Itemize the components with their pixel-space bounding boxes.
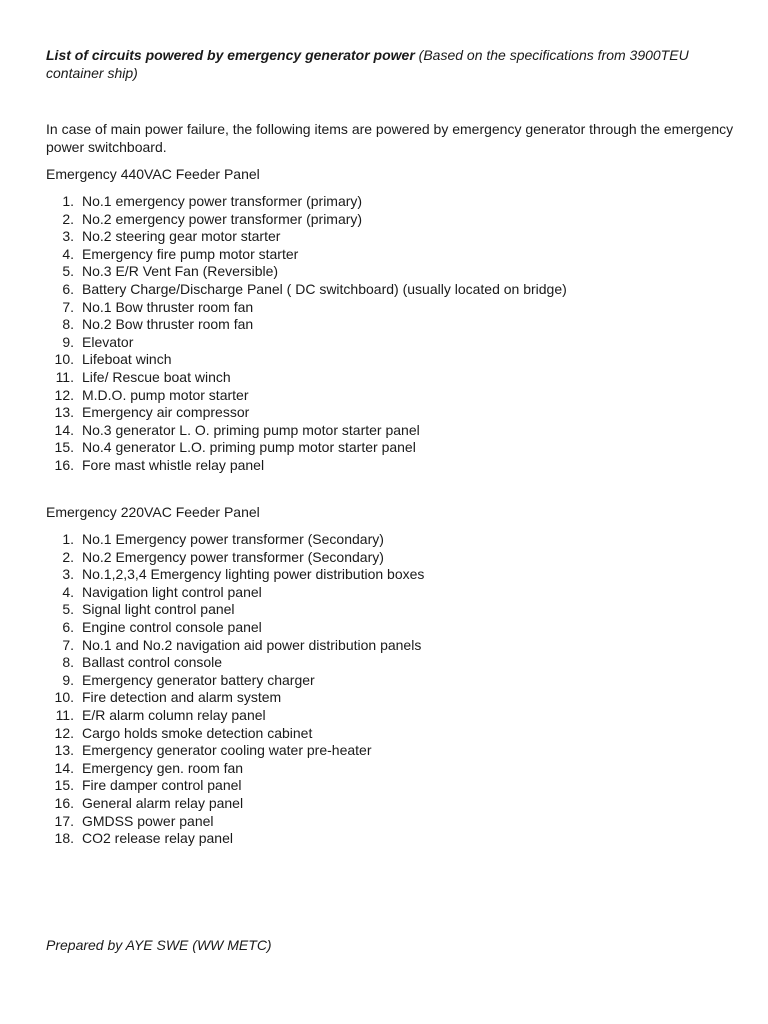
list-item	[46, 725, 726, 743]
list-item-number: 4.	[62, 245, 74, 262]
section-heading-220vac: Emergency 220VAC Feeder Panel	[46, 504, 260, 520]
list-item-label: E/R alarm column relay panel	[82, 706, 266, 723]
list-item	[46, 830, 726, 848]
list-item	[46, 281, 726, 299]
list-item-label: M.D.O. pump motor starter	[82, 386, 249, 403]
list-item	[46, 795, 726, 813]
list-item	[46, 246, 726, 264]
list-item-number: 10.	[54, 351, 74, 368]
list-item-label: No.1 emergency power transformer (primary)	[82, 193, 363, 209]
list-item-label: Emergency generator cooling water pre-heater	[82, 742, 372, 759]
document-title	[46, 46, 736, 82]
list-item	[46, 369, 726, 387]
list-item	[46, 619, 726, 637]
list-item-label: Emergency air compressor	[82, 404, 250, 421]
list-item-number: 13.	[54, 404, 74, 421]
list-item	[46, 351, 726, 369]
list-item	[46, 531, 726, 549]
list-item-label: Battery Charge/Discharge Panel ( DC switchboard) (usually located on bridge)	[82, 280, 567, 297]
list-item	[46, 387, 726, 405]
list-item-number: 14.	[54, 421, 74, 438]
list-item-number: 8.	[62, 654, 74, 671]
list-item-number: 14.	[54, 759, 74, 776]
list-item-number: 17.	[54, 812, 74, 829]
list-item-label: No.4 generator L.O. priming pump motor starter panel	[82, 439, 416, 456]
list-item	[46, 228, 726, 246]
list-440vac-items	[46, 193, 726, 475]
list-item	[46, 439, 726, 457]
list-item	[46, 760, 726, 778]
list-item-label: Fore mast whistle relay panel	[82, 456, 265, 473]
list-item-number: 10.	[54, 689, 74, 706]
list-item	[46, 813, 726, 831]
list-item-label: Fire damper control panel	[82, 777, 242, 794]
list-item	[46, 334, 726, 352]
list-item	[46, 707, 726, 725]
list-item	[46, 193, 726, 211]
list-item	[46, 549, 726, 567]
list-item	[46, 777, 726, 795]
list-item-label: Cargo holds smoke detection cabinet	[82, 724, 313, 741]
list-item-label: Life/ Rescue boat winch	[82, 368, 231, 385]
list-item-label: Emergency fire pump motor starter	[82, 245, 299, 262]
list-item-label: Emergency generator battery charger	[82, 671, 315, 688]
list-item-label: No.2 emergency power transformer (primary)	[82, 210, 363, 227]
list-item-number: 5.	[62, 263, 74, 280]
list-item-number: 2.	[62, 210, 74, 227]
list-item-number: 2.	[62, 548, 74, 565]
list-item	[46, 637, 726, 655]
list-item-number: 12.	[54, 386, 74, 403]
list-item-label: Engine control console panel	[82, 618, 262, 635]
list-item-label: Signal light control panel	[82, 601, 235, 618]
list-item-label: Elevator	[82, 333, 134, 350]
list-item-number: 11.	[55, 368, 74, 385]
prepared-by-footer: Prepared by AYE SWE (WW METC)	[46, 937, 272, 953]
section-heading-440vac: Emergency 440VAC Feeder Panel	[46, 166, 260, 182]
list-item-number: 11.	[55, 706, 74, 723]
list-item-label: Navigation light control panel	[82, 583, 262, 600]
list-item	[46, 457, 726, 475]
list-item-label: No.1 Bow thruster room fan	[82, 298, 254, 315]
list-item-label: Fire detection and alarm system	[82, 689, 282, 706]
list-item-number: 5.	[62, 601, 74, 618]
list-item-label: Emergency gen. room fan	[82, 759, 244, 776]
title-subtitle: (Based on the specifications from 3900TEU container ship)	[46, 47, 689, 81]
list-item-number: 12.	[54, 724, 74, 741]
list-item-number: 1.	[62, 193, 74, 209]
list-item	[46, 672, 726, 690]
list-item-label: No.2 Bow thruster room fan	[82, 316, 254, 333]
list-item-number: 8.	[62, 316, 74, 333]
list-item-label: General alarm relay panel	[82, 794, 244, 811]
list-item-number: 15.	[54, 777, 74, 794]
list-item-number: 9.	[62, 333, 74, 350]
list-item-label: GMDSS power panel	[82, 812, 214, 829]
list-item	[46, 654, 726, 672]
list-item-number: 3.	[62, 228, 74, 245]
list-item-label: No.3 generator L. O. priming pump motor starter panel	[82, 421, 420, 438]
list-item	[46, 566, 726, 584]
list-item-number: 13.	[54, 742, 74, 759]
list-item-label: No.2 Emergency power transformer (Secondary)	[82, 548, 384, 565]
list-item	[46, 422, 726, 440]
list-item	[46, 601, 726, 619]
list-item-number: 15.	[54, 439, 74, 456]
list-220vac-items	[46, 531, 726, 848]
list-item-label: No.2 steering gear motor starter	[82, 228, 281, 245]
list-item-number: 7.	[62, 636, 74, 653]
list-item-label: No.3 E/R Vent Fan (Reversible)	[82, 263, 279, 280]
list-item-number: 1.	[62, 531, 74, 547]
list-item	[46, 316, 726, 334]
list-item-number: 16.	[54, 794, 74, 811]
list-item-number: 4.	[62, 583, 74, 600]
list-item-label: Ballast control console	[82, 654, 223, 671]
list-item-label: No.1,2,3,4 Emergency lighting power distribution boxes	[82, 566, 425, 583]
list-item	[46, 404, 726, 422]
list-item	[46, 211, 726, 229]
list-item-number: 6.	[62, 280, 74, 297]
list-item-number: 7.	[62, 298, 74, 315]
list-item	[46, 299, 726, 317]
list-item-number: 18.	[54, 830, 74, 847]
list-item-number: 9.	[62, 671, 74, 688]
list-item	[46, 584, 726, 602]
list-item	[46, 689, 726, 707]
list-item-label: CO2 release relay panel	[82, 830, 233, 847]
list-item-number: 16.	[54, 456, 74, 473]
list-item-number: 6.	[62, 618, 74, 635]
list-item	[46, 263, 726, 281]
title-main: List of circuits powered by emergency generator power	[46, 47, 415, 63]
list-item-label: No.1 and No.2 navigation aid power distribution panels	[82, 636, 422, 653]
intro-paragraph: In case of main power failure, the following items are powered by emergency generator through the emergency power switchboard.	[46, 121, 734, 155]
list-item-label: Lifeboat winch	[82, 351, 172, 368]
list-item-number: 3.	[62, 566, 74, 583]
list-item-label: No.1 Emergency power transformer (Secondary)	[82, 531, 384, 547]
list-item	[46, 742, 726, 760]
